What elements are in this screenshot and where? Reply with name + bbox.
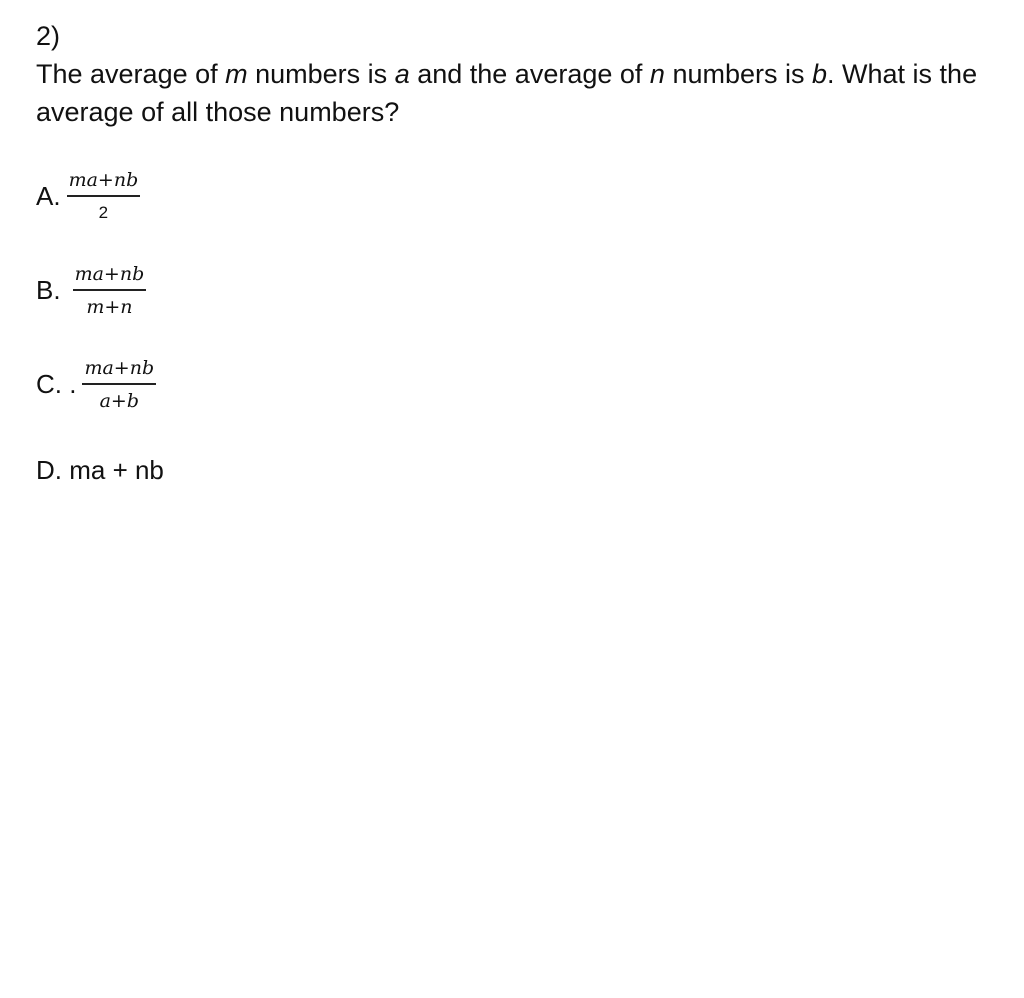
variable-b: b [812, 59, 828, 89]
variable-a: a [394, 59, 410, 89]
option-b-letter: B. [36, 275, 61, 306]
question-text-part: numbers is [664, 59, 812, 89]
option-b-fraction [73, 262, 147, 319]
fraction-bar [73, 289, 147, 291]
option-c-denominator: a+b [99, 389, 139, 412]
option-a[interactable] [36, 168, 140, 225]
option-c-numerator: ma+nb [84, 357, 155, 379]
variable-n: n [649, 59, 665, 89]
option-b-numerator: ma+nb [74, 263, 145, 285]
option-d[interactable] [36, 453, 164, 487]
question-text-part: and the average of [409, 59, 650, 89]
fraction-bar [67, 195, 141, 197]
fraction-bar [82, 383, 156, 385]
question-text-part: . What is the average of all those numbers? [36, 59, 978, 127]
option-c-letter: C. . [36, 369, 77, 400]
question-text [36, 55, 996, 131]
option-a-numerator: ma+nb [68, 169, 139, 191]
option-b[interactable] [36, 262, 146, 319]
variable-m: m [225, 59, 248, 89]
option-d-text: D. ma + nb [36, 455, 164, 485]
option-c[interactable] [36, 356, 156, 413]
option-a-denominator: 2 [98, 202, 109, 222]
question-text-part: The average of [36, 59, 226, 89]
option-c-fraction [82, 356, 156, 413]
option-b-denominator: m+n [86, 295, 133, 318]
question-number: 2) [36, 21, 61, 51]
question-text-part: numbers is [247, 59, 395, 89]
option-a-letter: A. [36, 181, 61, 212]
option-a-fraction [67, 168, 141, 225]
